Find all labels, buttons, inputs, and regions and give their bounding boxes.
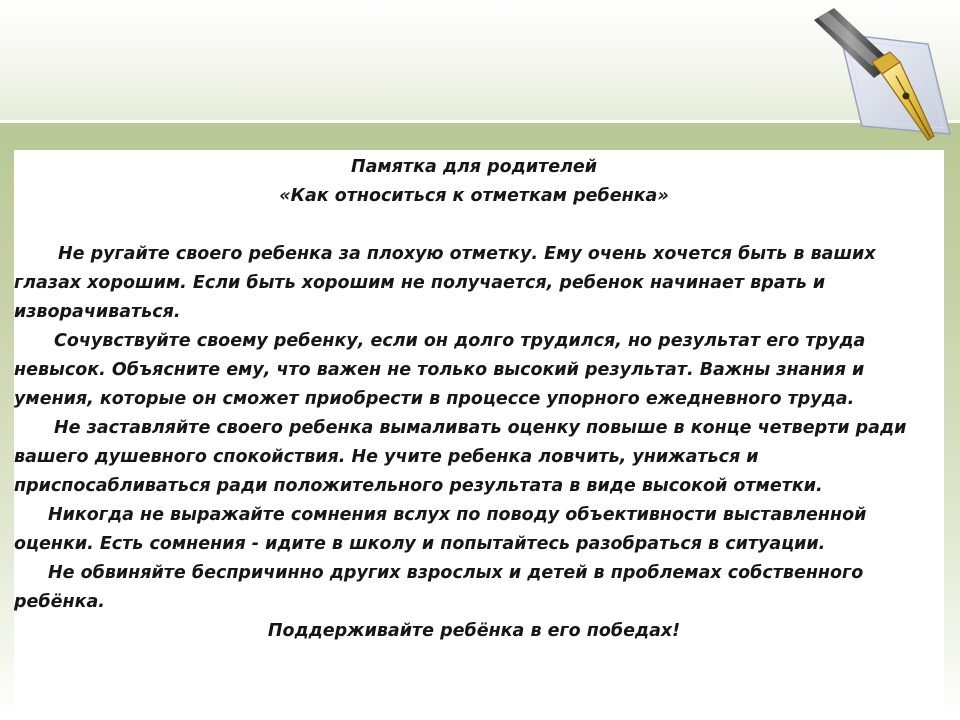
memo-paragraph-1: Не ругайте своего ребенка за плохую отметку. Ему очень хочется быть в ваших глазах хорошим. Если быть хорошим не получается, ребенок начинает врать и изворачиваться. xyxy=(14,244,876,322)
memo-title-line1: Памятка для родителей xyxy=(350,157,598,177)
memo-title-line2: «Как относиться к отметкам ребенка» xyxy=(279,186,669,206)
memo-paragraph-2: Сочувствуйте своему ребенку, если он долго трудился, но результат его труда невысок. Объясните ему, что важен не только высокий результат. Важны знания и умения, которые он сможет приобрести в процессе упорного ежедневного труда. xyxy=(14,331,866,409)
memo-paragraph-5: Не обвиняйте беспричинно других взрослых и детей в проблемах собственного ребёнка. xyxy=(14,563,864,612)
memo-paragraph-3: Не заставляйте своего ребенка вымаливать оценку повыше в конце четверти ради вашего душевного спокойствия. Не учите ребенка ловчить, унижаться и приспосабливаться ради положительного результата в виде высокой отметки. xyxy=(14,418,907,496)
memo-closing: Поддерживайте ребёнка в его победах! xyxy=(267,621,681,641)
blank-line xyxy=(14,211,934,240)
memo-text xyxy=(14,153,934,646)
fountain-pen-icon xyxy=(800,4,960,154)
memo-paragraph-4: Никогда не выражайте сомнения вслух по поводу объективности выставленной оценки. Есть сомнения - идите в школу и попытайтесь разобраться в ситуации. xyxy=(14,505,867,554)
